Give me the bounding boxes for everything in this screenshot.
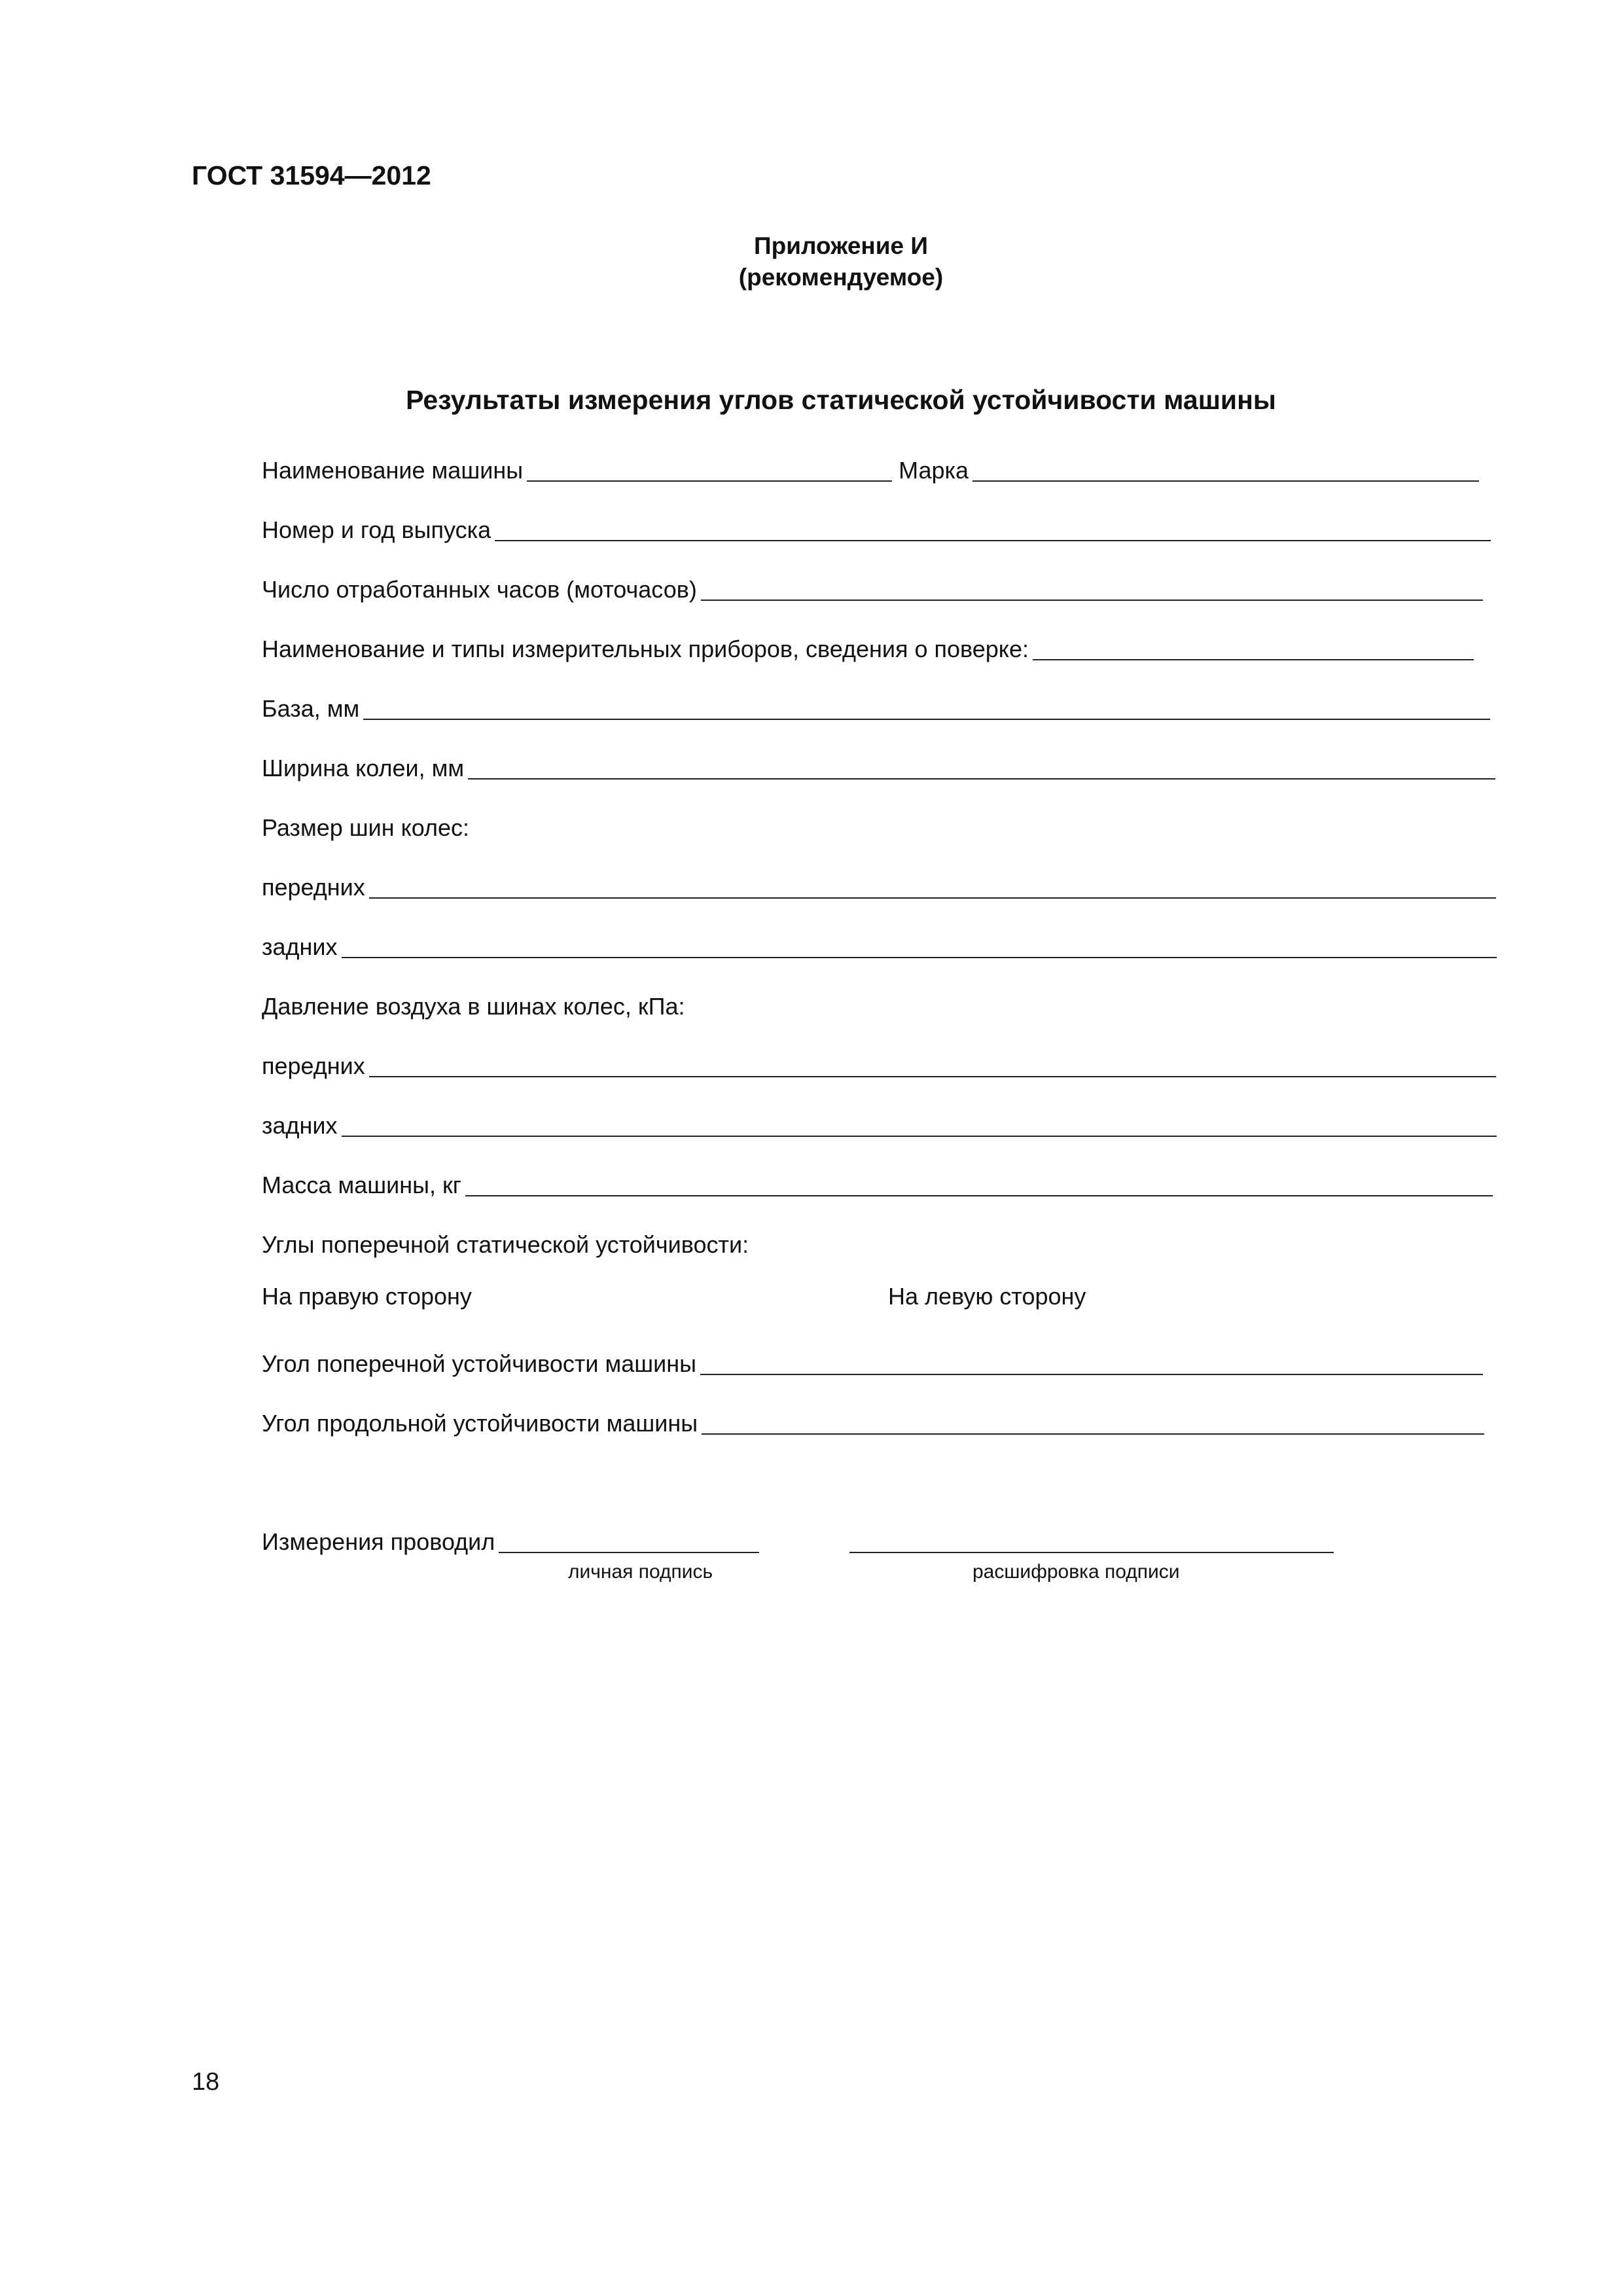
track-width-label: Ширина колеи, мм	[262, 755, 465, 781]
pressure-front-label: передних	[262, 1052, 365, 1079]
machine-name-field[interactable]	[527, 480, 892, 482]
instruments-field[interactable]	[1033, 659, 1474, 660]
standard-code: ГОСТ 31594—2012	[192, 160, 431, 190]
pressure-row	[262, 988, 685, 1020]
brand-field[interactable]	[972, 480, 1479, 482]
longitudinal-stability-row	[262, 1405, 1484, 1437]
instruments-label: Наименование и типы измерительных приборов, сведения о поверке:	[262, 636, 1029, 662]
tire-rear-field[interactable]	[342, 957, 1497, 958]
lateral-angles-row	[262, 1226, 749, 1259]
longitudinal-stability-field[interactable]	[702, 1433, 1484, 1435]
track-width-row	[262, 749, 1495, 782]
machine-name-row	[262, 452, 1479, 484]
page-number: 18	[192, 2068, 220, 2096]
machine-name-label: Наименование машины	[262, 457, 524, 484]
pressure-front-row	[262, 1047, 1496, 1080]
brand-label: Марка	[899, 457, 969, 484]
mass-label: Масса машины, кг	[262, 1172, 461, 1198]
signature-decode-caption: расшифровка подписи	[972, 1561, 1180, 1583]
tire-front-label: передних	[262, 874, 365, 901]
right-side-label: На правую сторону	[262, 1283, 472, 1310]
measured-by-row	[262, 1523, 1361, 1556]
pressure-rear-row	[262, 1107, 1497, 1139]
measured-by-label: Измерения проводил	[262, 1528, 495, 1555]
base-field[interactable]	[363, 719, 1490, 720]
appendix-heading	[0, 230, 1623, 293]
serial-year-label: Номер и год выпуска	[262, 516, 491, 543]
appendix-label: Приложение И	[754, 232, 928, 259]
instruments-row	[262, 630, 1474, 663]
signature-caption: личная подпись	[568, 1561, 713, 1583]
base-label: База, мм	[262, 695, 360, 722]
tire-size-row	[262, 809, 469, 842]
pressure-front-field[interactable]	[369, 1076, 1496, 1077]
hours-row	[262, 571, 1483, 603]
lateral-stability-field[interactable]	[700, 1374, 1483, 1375]
tire-rear-row	[262, 928, 1497, 961]
left-side-label: На левую сторону	[888, 1283, 1086, 1310]
tire-rear-label: задних	[262, 933, 338, 960]
pressure-rear-field[interactable]	[342, 1136, 1497, 1137]
appendix-status: (рекомендуемое)	[738, 264, 944, 291]
hours-field[interactable]	[701, 600, 1483, 601]
mass-field[interactable]	[465, 1195, 1493, 1196]
tire-front-field[interactable]	[369, 897, 1496, 899]
lateral-stability-row	[262, 1345, 1483, 1378]
document-title: Результаты измерения углов статической устойчивости машины	[406, 385, 1276, 415]
lateral-angles-label: Углы поперечной статической устойчивости:	[262, 1231, 749, 1258]
base-row	[262, 690, 1490, 723]
pressure-label: Давление воздуха в шинах колес, кПа:	[262, 993, 685, 1020]
longitudinal-stability-label: Угол продольной устойчивости машины	[262, 1410, 698, 1437]
track-width-field[interactable]	[468, 778, 1495, 780]
serial-year-field[interactable]	[495, 540, 1491, 541]
tire-size-label: Размер шин колес:	[262, 814, 470, 841]
lateral-stability-label: Угол поперечной устойчивости машины	[262, 1350, 697, 1377]
mass-row	[262, 1166, 1493, 1199]
tire-front-row	[262, 869, 1496, 901]
signature-decode-field[interactable]	[849, 1552, 1334, 1553]
serial-year-row	[262, 511, 1491, 544]
signature-field[interactable]	[499, 1552, 759, 1553]
hours-label: Число отработанных часов (моточасов)	[262, 576, 697, 603]
pressure-rear-label: задних	[262, 1112, 338, 1139]
